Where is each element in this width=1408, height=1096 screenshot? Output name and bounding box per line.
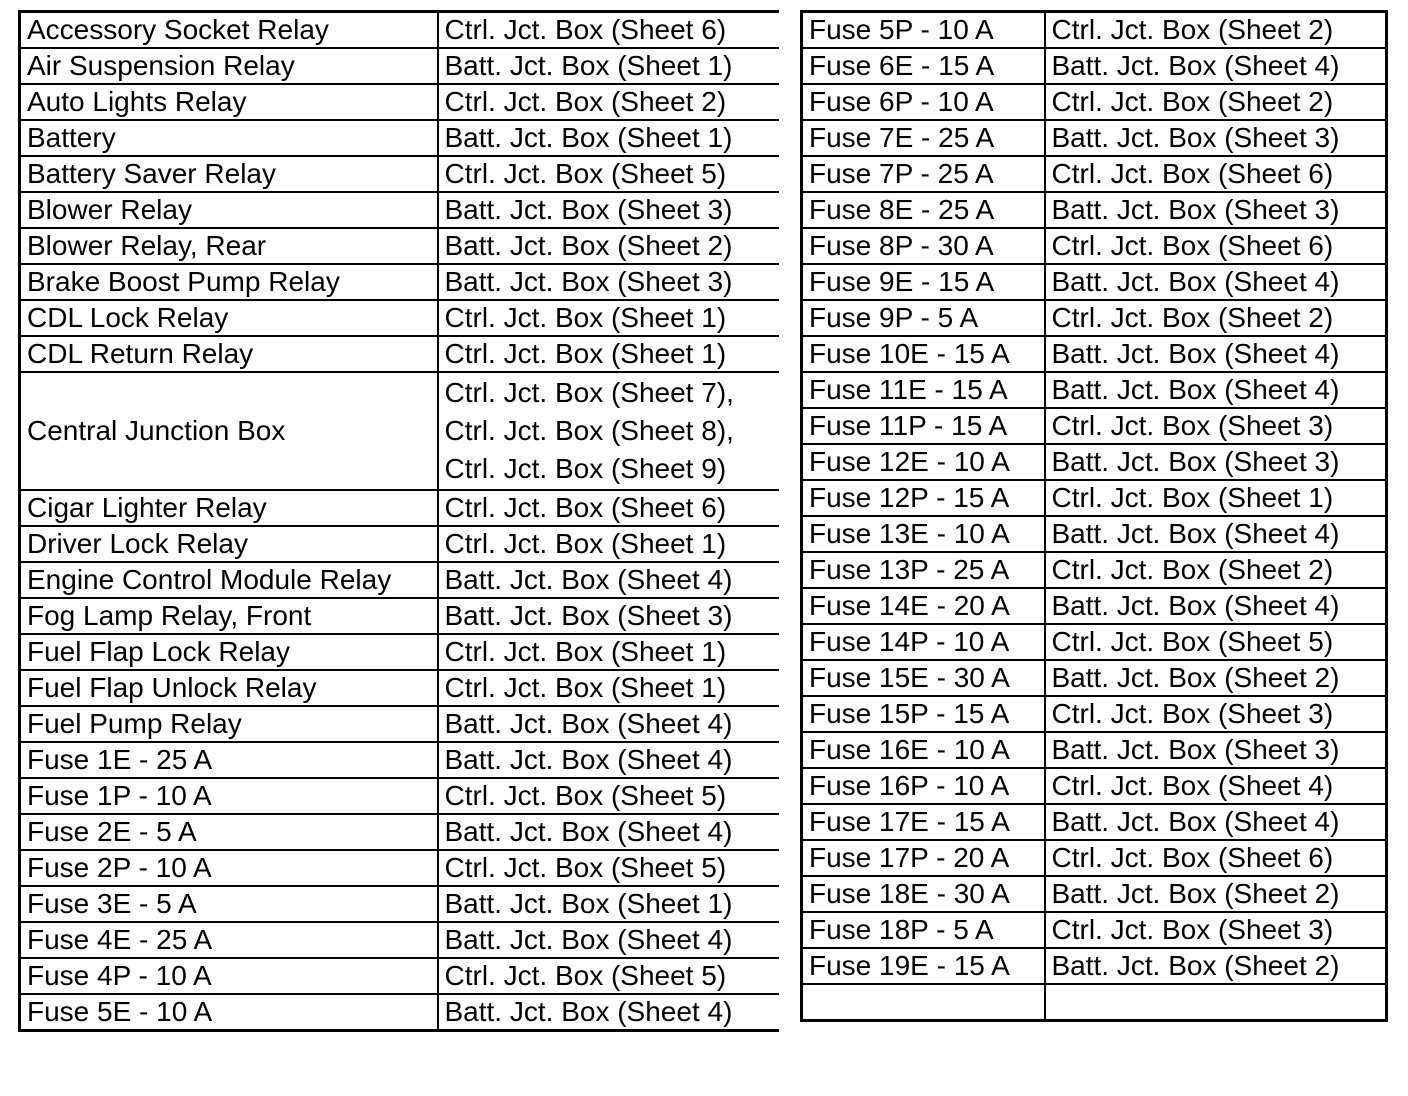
table-row (802, 372, 1387, 408)
table-row (802, 984, 1387, 1021)
table-row (802, 228, 1387, 264)
component-cell: Cigar Lighter Relay (20, 490, 438, 526)
location-cell: Batt. Jct. Box (Sheet 3) (1045, 732, 1387, 768)
table-row (802, 444, 1387, 480)
location-cell: Ctrl. Jct. Box (Sheet 3) (1045, 408, 1387, 444)
component-cell: Fuse 1E - 25 A (20, 742, 438, 778)
location-cell: Ctrl. Jct. Box (Sheet 2) (1045, 12, 1387, 49)
table-row (802, 840, 1387, 876)
table-row (20, 886, 781, 922)
component-cell: Fuel Pump Relay (20, 706, 438, 742)
table-row (20, 336, 781, 372)
location-cell: Ctrl. Jct. Box (Sheet 6) (1045, 156, 1387, 192)
component-cell: Fuse 4P - 10 A (20, 958, 438, 994)
table-row (802, 768, 1387, 804)
component-cell: Fuse 19E - 15 A (802, 948, 1045, 984)
table-row (20, 490, 781, 526)
location-cell (1045, 984, 1387, 1021)
table-row (20, 264, 781, 300)
location-cell: Ctrl. Jct. Box (Sheet 5) (438, 958, 781, 994)
location-cell: Batt. Jct. Box (Sheet 4) (1045, 48, 1387, 84)
table-row (802, 84, 1387, 120)
location-cell: Batt. Jct. Box (Sheet 4) (438, 994, 781, 1031)
component-cell: Fuse 17P - 20 A (802, 840, 1045, 876)
table-row (802, 732, 1387, 768)
location-line: Ctrl. Jct. Box (Sheet 7), (444, 377, 734, 408)
table-row (802, 120, 1387, 156)
location-cell: Batt. Jct. Box (Sheet 1) (438, 120, 781, 156)
component-cell: Fuse 5P - 10 A (802, 12, 1045, 49)
location-cell: Batt. Jct. Box (Sheet 2) (1045, 948, 1387, 984)
table-row (20, 850, 781, 886)
table-row (802, 804, 1387, 840)
table-row (802, 552, 1387, 588)
location-cell (438, 372, 781, 490)
table-row (20, 228, 781, 264)
component-cell: Fuse 11E - 15 A (802, 372, 1045, 408)
component-cell: Fuse 14P - 10 A (802, 624, 1045, 660)
location-cell: Batt. Jct. Box (Sheet 4) (438, 562, 781, 598)
component-cell: Fuse 16E - 10 A (802, 732, 1045, 768)
location-cell: Ctrl. Jct. Box (Sheet 6) (438, 490, 781, 526)
table-row (802, 300, 1387, 336)
component-cell: Fuse 2P - 10 A (20, 850, 438, 886)
component-cell: Auto Lights Relay (20, 84, 438, 120)
component-cell: Fuse 13P - 25 A (802, 552, 1045, 588)
location-cell: Ctrl. Jct. Box (Sheet 6) (438, 12, 781, 49)
component-cell: Fuse 16P - 10 A (802, 768, 1045, 804)
location-cell: Batt. Jct. Box (Sheet 3) (1045, 444, 1387, 480)
component-cell: CDL Return Relay (20, 336, 438, 372)
table-row (20, 778, 781, 814)
component-cell: Fuse 2E - 5 A (20, 814, 438, 850)
table-row (802, 12, 1387, 49)
component-cell: Brake Boost Pump Relay (20, 264, 438, 300)
location-cell: Ctrl. Jct. Box (Sheet 5) (438, 850, 781, 886)
location-cell: Batt. Jct. Box (Sheet 2) (1045, 876, 1387, 912)
table-row (802, 948, 1387, 984)
component-cell: Fuse 12P - 15 A (802, 480, 1045, 516)
table-row (20, 526, 781, 562)
location-cell: Ctrl. Jct. Box (Sheet 3) (1045, 696, 1387, 732)
location-line: Ctrl. Jct. Box (Sheet 8), (444, 415, 734, 446)
component-cell: Fuse 6P - 10 A (802, 84, 1045, 120)
location-cell: Ctrl. Jct. Box (Sheet 2) (438, 84, 781, 120)
component-cell: Fuse 15E - 30 A (802, 660, 1045, 696)
table-row (20, 742, 781, 778)
location-line: Ctrl. Jct. Box (Sheet 9) (444, 453, 727, 484)
component-cell: Battery Saver Relay (20, 156, 438, 192)
component-cell: Fuse 7P - 25 A (802, 156, 1045, 192)
location-cell: Ctrl. Jct. Box (Sheet 1) (438, 300, 781, 336)
table-row (20, 598, 781, 634)
location-cell: Ctrl. Jct. Box (Sheet 5) (438, 778, 781, 814)
component-cell: Fuse 14E - 20 A (802, 588, 1045, 624)
left-table-body (20, 12, 781, 1031)
component-cell: CDL Lock Relay (20, 300, 438, 336)
location-cell: Ctrl. Jct. Box (Sheet 1) (438, 670, 781, 706)
component-cell: Fuse 5E - 10 A (20, 994, 438, 1031)
table-row (20, 706, 781, 742)
table-row (20, 84, 781, 120)
table-row (20, 192, 781, 228)
location-cell: Ctrl. Jct. Box (Sheet 6) (1045, 840, 1387, 876)
table-row (20, 300, 781, 336)
component-cell: Fuse 9E - 15 A (802, 264, 1045, 300)
location-cell: Batt. Jct. Box (Sheet 4) (438, 706, 781, 742)
location-cell: Batt. Jct. Box (Sheet 4) (1045, 264, 1387, 300)
component-cell: Fuse 1P - 10 A (20, 778, 438, 814)
location-cell: Batt. Jct. Box (Sheet 4) (438, 922, 781, 958)
table-row (20, 120, 781, 156)
component-cell: Fuel Flap Unlock Relay (20, 670, 438, 706)
component-cell: Central Junction Box (20, 372, 438, 490)
table-row (20, 48, 781, 84)
table-row (20, 994, 781, 1031)
table-row (802, 408, 1387, 444)
table-row (802, 516, 1387, 552)
table-row (20, 814, 781, 850)
component-cell: Fuse 18P - 5 A (802, 912, 1045, 948)
table-row (802, 876, 1387, 912)
component-cell: Fog Lamp Relay, Front (20, 598, 438, 634)
component-cell: Fuse 18E - 30 A (802, 876, 1045, 912)
location-cell: Ctrl. Jct. Box (Sheet 2) (1045, 300, 1387, 336)
location-cell: Batt. Jct. Box (Sheet 4) (1045, 372, 1387, 408)
component-cell: Driver Lock Relay (20, 526, 438, 562)
table-row (20, 562, 781, 598)
location-cell: Ctrl. Jct. Box (Sheet 2) (1045, 552, 1387, 588)
column-gap (779, 10, 800, 1087)
location-cell: Batt. Jct. Box (Sheet 4) (1045, 804, 1387, 840)
table-row (802, 156, 1387, 192)
location-cell: Ctrl. Jct. Box (Sheet 3) (1045, 912, 1387, 948)
table-row (802, 660, 1387, 696)
location-cell: Ctrl. Jct. Box (Sheet 1) (438, 336, 781, 372)
component-cell: Blower Relay, Rear (20, 228, 438, 264)
location-cell: Ctrl. Jct. Box (Sheet 5) (438, 156, 781, 192)
location-cell: Batt. Jct. Box (Sheet 3) (438, 598, 781, 634)
location-cell: Batt. Jct. Box (Sheet 4) (1045, 336, 1387, 372)
table-row (20, 634, 781, 670)
location-cell: Batt. Jct. Box (Sheet 3) (438, 264, 781, 300)
location-cell: Batt. Jct. Box (Sheet 1) (438, 48, 781, 84)
component-cell: Fuse 17E - 15 A (802, 804, 1045, 840)
component-cell: Fuse 4E - 25 A (20, 922, 438, 958)
location-cell: Ctrl. Jct. Box (Sheet 5) (1045, 624, 1387, 660)
location-cell: Batt. Jct. Box (Sheet 1) (438, 886, 781, 922)
table-row (20, 670, 781, 706)
component-cell: Fuse 8E - 25 A (802, 192, 1045, 228)
component-cell: Fuse 8P - 30 A (802, 228, 1045, 264)
component-cell: Fuse 7E - 25 A (802, 120, 1045, 156)
component-cell: Fuse 3E - 5 A (20, 886, 438, 922)
component-cell: Air Suspension Relay (20, 48, 438, 84)
table-row (802, 192, 1387, 228)
component-cell: Fuse 10E - 15 A (802, 336, 1045, 372)
location-cell: Ctrl. Jct. Box (Sheet 4) (1045, 768, 1387, 804)
location-cell: Ctrl. Jct. Box (Sheet 2) (1045, 84, 1387, 120)
component-cell: Fuel Flap Lock Relay (20, 634, 438, 670)
component-cell: Fuse 6E - 15 A (802, 48, 1045, 84)
table-row (802, 696, 1387, 732)
table-row (802, 912, 1387, 948)
component-cell: Accessory Socket Relay (20, 12, 438, 49)
left-component-table (18, 10, 782, 1032)
table-row (20, 958, 781, 994)
location-cell: Batt. Jct. Box (Sheet 4) (438, 814, 781, 850)
location-cell: Batt. Jct. Box (Sheet 3) (1045, 192, 1387, 228)
component-cell: Fuse 15P - 15 A (802, 696, 1045, 732)
location-cell: Batt. Jct. Box (Sheet 4) (1045, 516, 1387, 552)
component-cell: Engine Control Module Relay (20, 562, 438, 598)
component-cell: Battery (20, 120, 438, 156)
table-row (20, 922, 781, 958)
location-cell: Batt. Jct. Box (Sheet 4) (1045, 588, 1387, 624)
location-cell: Ctrl. Jct. Box (Sheet 1) (438, 634, 781, 670)
component-cell: Fuse 12E - 10 A (802, 444, 1045, 480)
table-row (802, 588, 1387, 624)
location-cell: Batt. Jct. Box (Sheet 2) (1045, 660, 1387, 696)
right-component-table (800, 10, 1388, 1022)
location-cell: Batt. Jct. Box (Sheet 3) (438, 192, 781, 228)
location-cell: Batt. Jct. Box (Sheet 2) (438, 228, 781, 264)
component-cell: Fuse 9P - 5 A (802, 300, 1045, 336)
location-cell: Ctrl. Jct. Box (Sheet 1) (1045, 480, 1387, 516)
table-row (802, 624, 1387, 660)
component-cell: Fuse 11P - 15 A (802, 408, 1045, 444)
location-cell: Ctrl. Jct. Box (Sheet 1) (438, 526, 781, 562)
table-row (802, 480, 1387, 516)
table-row (802, 264, 1387, 300)
location-cell: Batt. Jct. Box (Sheet 4) (438, 742, 781, 778)
location-cell: Batt. Jct. Box (Sheet 3) (1045, 120, 1387, 156)
table-row (20, 156, 781, 192)
table-row (802, 336, 1387, 372)
component-cell (802, 984, 1045, 1021)
table-row (802, 48, 1387, 84)
table-row (20, 12, 781, 49)
table-row (20, 372, 781, 490)
right-table-body (802, 12, 1387, 1021)
component-cell: Blower Relay (20, 192, 438, 228)
location-cell: Ctrl. Jct. Box (Sheet 6) (1045, 228, 1387, 264)
component-cell: Fuse 13E - 10 A (802, 516, 1045, 552)
